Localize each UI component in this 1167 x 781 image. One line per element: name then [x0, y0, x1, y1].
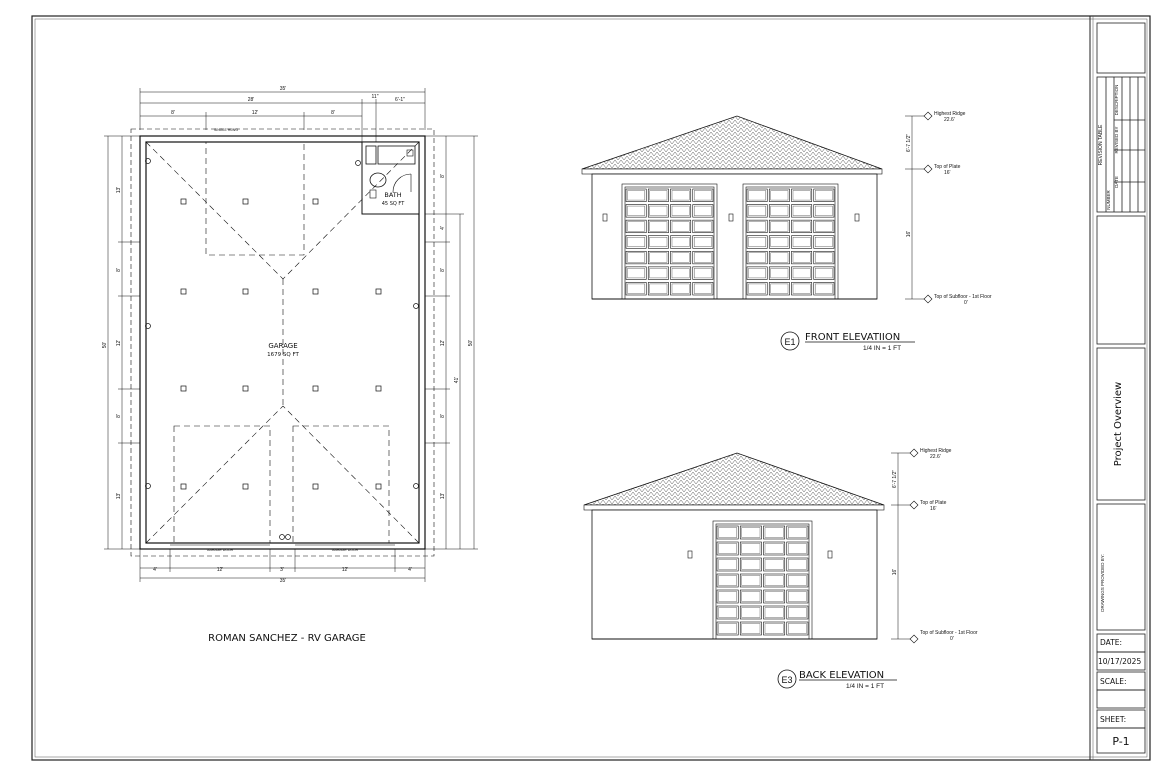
back-plate-value: 16': [930, 506, 937, 512]
back-ridge-value: 22.6': [930, 454, 941, 460]
left-seg-3: 12': [116, 339, 122, 347]
sheet-border-outer: [32, 16, 1150, 760]
front-title: FRONT ELEVATIION: [805, 332, 901, 343]
right-seg-6: 13': [440, 492, 446, 500]
plan-title: ROMAN SANCHEZ - RV GARAGE: [208, 633, 366, 644]
right-overall-dim: 50': [468, 339, 474, 347]
front-plate-value: 16': [944, 170, 951, 176]
right-seg-1: 8': [440, 174, 446, 178]
back-elevation: [584, 448, 978, 690]
bottom-seg-4: 12': [341, 567, 349, 573]
back-tag: E3: [781, 675, 793, 685]
front-floor-value: 0': [964, 300, 968, 306]
front-dim-upper: 6'-7 1/2": [906, 133, 912, 153]
front-scale: 1/4 IN = 1 FT: [863, 345, 902, 352]
bath-label: BATH: [384, 191, 402, 199]
date-value: 10/17/2025: [1098, 657, 1142, 666]
revision-col-number: NUMBER: [1106, 190, 1111, 210]
back-floor-label: Top of Subfloor - 1st Floor: [920, 630, 978, 636]
sheet-value: P-1: [1112, 735, 1130, 748]
back-scale: 1/4 IN = 1 FT: [846, 683, 885, 690]
bath-dim-a: 11": [371, 94, 379, 100]
sheet-border-inner: [35, 19, 1147, 757]
right-seg-3: 8': [440, 268, 446, 272]
top-window-note: SINGLE HUNG: [213, 128, 239, 132]
left-seg-1: 13': [116, 186, 122, 194]
top-seg-3: 8': [331, 110, 335, 116]
sheet-label: SHEET:: [1100, 715, 1127, 724]
bottom-seg-2: 12': [216, 567, 224, 573]
back-dim-lower: 16': [892, 568, 898, 576]
right-seg-4: 12': [440, 339, 446, 347]
drawings-by-label: DRAWINGS PROVIDED BY:: [1100, 554, 1105, 612]
bottom-overall-dim: 35': [279, 578, 287, 584]
bottom-seg-3: 3': [280, 567, 284, 573]
revision-col-date: DATE: [1114, 176, 1119, 188]
front-elevation: [582, 111, 992, 352]
right-seg-2: 4': [440, 226, 446, 230]
bottom-seg-1: 4': [153, 567, 157, 573]
back-dim-upper: 6'-7 1/2": [892, 469, 898, 489]
right-seg-5: 8': [440, 414, 446, 418]
back-plate-label: Top of Plate: [920, 500, 947, 506]
bath-area: 45 SQ FT: [381, 201, 405, 207]
revision-title: REVISION TABLE: [1098, 124, 1104, 166]
interior-width-dim: 28': [247, 97, 255, 103]
front-floor-label: Top of Subfloor - 1st Floor: [934, 294, 992, 300]
top-seg-1: 8': [171, 110, 175, 116]
right-total-dim: 41': [454, 376, 460, 384]
left-seg-5: 13': [116, 492, 122, 500]
scale-label: SCALE:: [1100, 677, 1127, 686]
overall-width-dim: 35': [279, 86, 287, 92]
floor-plan: [102, 86, 478, 644]
left-seg-4: 8': [116, 414, 122, 418]
bottom-seg-5: 4': [408, 567, 412, 573]
front-dim-lower: 16': [906, 230, 912, 238]
door-label-2: GARAGE DOOR: [331, 548, 359, 552]
door-label-1: GARAGE DOOR: [206, 548, 234, 552]
project-label: Project Overview: [1113, 381, 1124, 467]
revision-col-revised-by: REVISED BY: [1114, 126, 1119, 154]
front-ridge-label: Highest Ridge: [934, 111, 966, 117]
bath-dim-b: 6'-1": [395, 97, 405, 103]
revision-col-description: DESCRIPTION: [1114, 84, 1119, 116]
top-seg-2: 12': [251, 110, 259, 116]
front-plate-label: Top of Plate: [934, 164, 961, 170]
left-seg-2: 8': [116, 268, 122, 272]
back-ridge-label: Highest Ridge: [920, 448, 952, 454]
garage-label: GARAGE: [268, 342, 298, 350]
back-title: BACK ELEVATION: [799, 670, 885, 681]
left-overall-dim: 50': [102, 341, 108, 349]
date-label: DATE:: [1100, 638, 1123, 647]
front-tag: E1: [784, 337, 796, 347]
garage-area: 1679 SQ FT: [267, 352, 299, 358]
back-floor-value: 0': [950, 636, 954, 642]
front-ridge-value: 22.6': [944, 117, 955, 123]
